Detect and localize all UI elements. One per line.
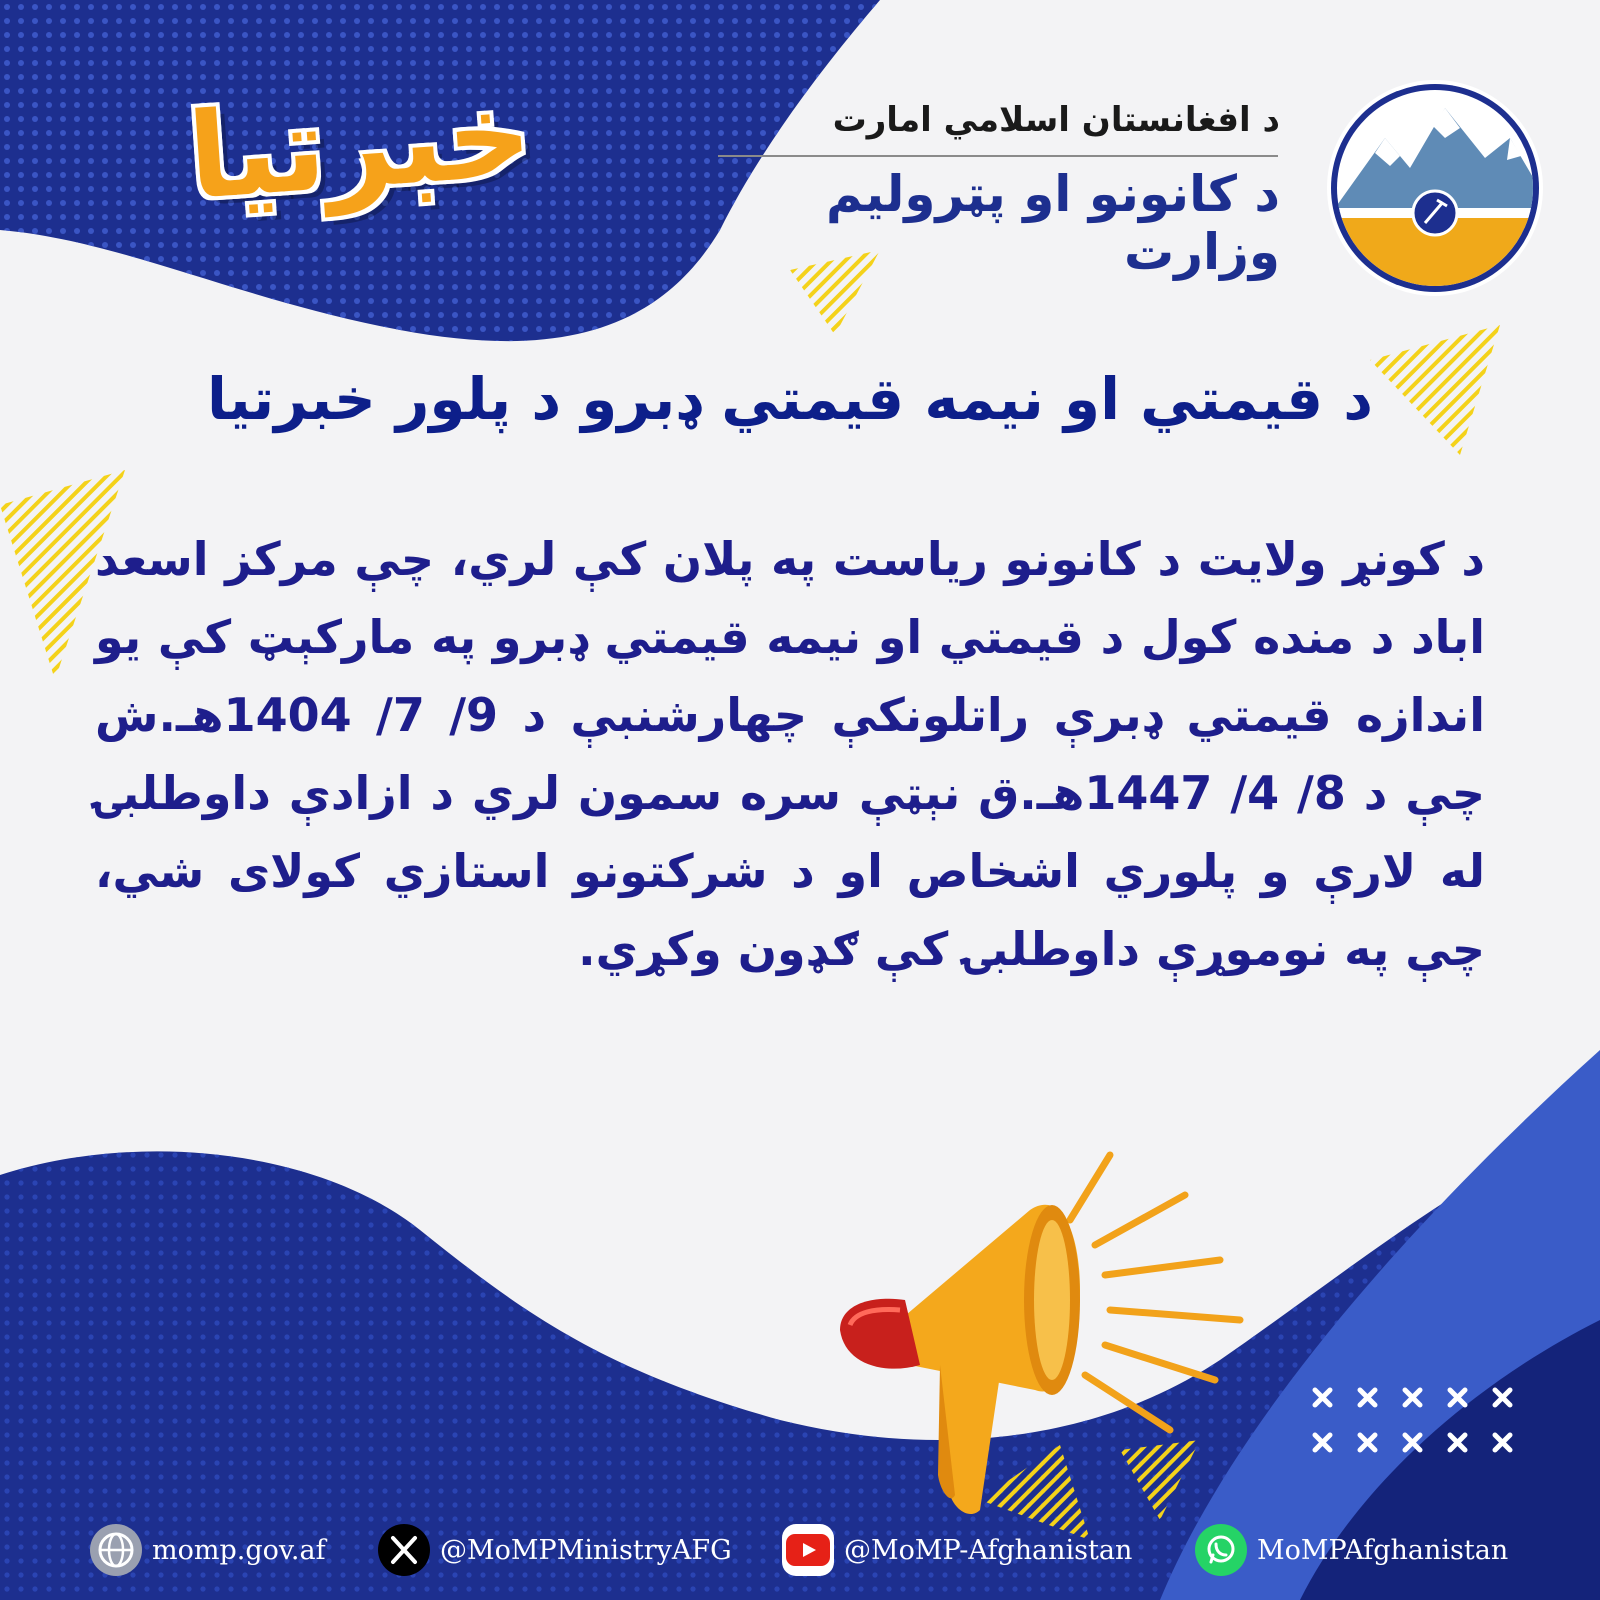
headline: د قیمتي او نیمه قیمتي ډبرو د پلور خبرتیا — [206, 365, 1374, 433]
website-link[interactable] — [90, 1524, 326, 1576]
website-text: momp.gov.af — [152, 1534, 326, 1566]
news-badge-title: خبرتیا — [183, 64, 537, 226]
ministry-logo — [1325, 78, 1545, 298]
x-handle-text: @MoMPMinistryAFG — [440, 1534, 732, 1566]
header-divider — [718, 155, 1278, 157]
globe-icon — [90, 1524, 142, 1576]
whatsapp-icon — [1195, 1524, 1247, 1576]
megaphone-icon — [830, 1150, 1300, 1530]
youtube-icon — [782, 1524, 834, 1576]
decorative-crosses — [1310, 1385, 1530, 1465]
whatsapp-link[interactable] — [1195, 1524, 1508, 1576]
whatsapp-handle-text: MoMPAfghanistan — [1257, 1534, 1509, 1566]
youtube-handle-text: @MoMP-Afghanistan — [844, 1534, 1133, 1566]
ministry-name: د کانونو او پټرولیم وزارت — [826, 165, 1280, 281]
footer-contacts — [0, 1510, 1600, 1590]
emirate-name: د افغانستان اسلامي امارت — [832, 100, 1280, 140]
x-link[interactable] — [378, 1524, 732, 1576]
youtube-link[interactable] — [782, 1524, 1132, 1576]
announcement-body: د کونړ ولایت د کانونو ریاست په پلان کې لري، چې مرکز اسعد اباد د منده کول د قیمتي او نیمه قیمتي ډبرو په مارکېټ کې یو اندازه قیمتي ډبرې راتلونکې چهارشنبې د 9/ 7/ 1404هـ.ش چې د 8/ 4/ 1447هـ.ق نېټې سره سمون لري د ازادې داوطلبۍ له لارې و پلوري اشخاص او د شرکتونو استازي کولای شي، چې په نوموړې داوطلبۍ کې ګډون وکړي. — [95, 532, 1485, 976]
x-logo-icon — [378, 1524, 430, 1576]
